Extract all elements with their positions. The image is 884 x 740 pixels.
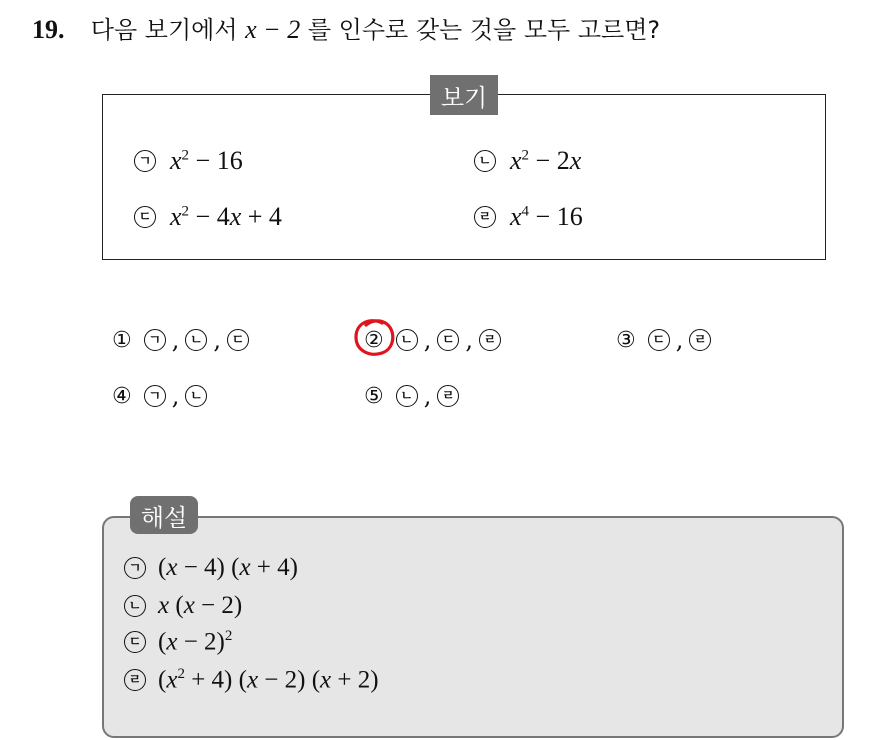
answer-circle-icon xyxy=(352,317,398,359)
mark-circle-icon: ㄱ xyxy=(144,329,166,351)
mark-circle-icon: ㄹ xyxy=(124,669,146,691)
solution-expr: (x − 4) (x + 4) xyxy=(158,554,298,581)
mark-circle-icon: ㄱ xyxy=(144,385,166,407)
question-text-before: 다음 보기에서 xyxy=(90,16,246,44)
mark-circle-icon: ㄱ xyxy=(124,557,146,579)
solution-line-4 xyxy=(124,666,379,694)
mark-circle-icon: ㄴ xyxy=(124,595,146,617)
solution-line-3 xyxy=(124,628,232,656)
mark-circle-icon: ㄷ xyxy=(648,329,670,351)
mark-circle-icon: ㄱ xyxy=(134,150,156,172)
solution-expr: x (x − 2) xyxy=(158,592,243,619)
choice-number: ④ xyxy=(112,383,132,409)
bogi-expr: $x^2 - 4x + 4$ xyxy=(170,202,282,231)
question-text-after: 를 인수로 갖는 것을 모두 고르면? xyxy=(300,16,661,44)
choice-4[interactable]: ④ ㄱ , ㄴ xyxy=(112,382,211,410)
mark-circle-icon: ㄹ xyxy=(479,329,501,351)
question-factor: x − 2 xyxy=(245,15,301,44)
mark-circle-icon: ㄴ xyxy=(185,385,207,407)
bogi-item-3 xyxy=(134,202,282,232)
solution-line-1 xyxy=(124,554,298,582)
question-number: 19. xyxy=(32,15,65,44)
mark-circle-icon: ㄴ xyxy=(474,150,496,172)
mark-circle-icon: ㄹ xyxy=(474,206,496,228)
mark-circle-icon: ㄷ xyxy=(437,329,459,351)
choice-1[interactable]: ① ㄱ , ㄴ , ㄷ xyxy=(112,326,253,354)
choice-number: ① xyxy=(112,327,132,353)
choice-3[interactable]: ③ ㄷ , ㄹ xyxy=(616,326,715,354)
bogi-item-4 xyxy=(474,202,583,232)
bogi-item-1 xyxy=(134,146,243,176)
choice-2[interactable]: ② ㄴ , ㄷ , ㄹ xyxy=(364,326,505,354)
choice-number: ② xyxy=(364,327,384,353)
mark-circle-icon: ㄷ xyxy=(134,206,156,228)
bogi-label: 보기 xyxy=(430,75,498,115)
choice-number: ③ xyxy=(616,327,636,353)
bogi-expr: $x^2 - 2x$ xyxy=(510,146,582,175)
mark-circle-icon: ㄷ xyxy=(124,631,146,653)
bogi-item-2 xyxy=(474,146,581,176)
mark-circle-icon: ㄴ xyxy=(396,329,418,351)
mark-circle-icon: ㄹ xyxy=(689,329,711,351)
bogi-expr: $x^4 - 16$ xyxy=(510,202,583,231)
solution-label: 해설 xyxy=(130,496,198,534)
bogi-expr: $x^2 - 16$ xyxy=(170,146,243,175)
solution-expr: $(x - 2)^2$ xyxy=(158,628,233,656)
solution-box xyxy=(102,516,844,738)
choice-number: ⑤ xyxy=(364,383,384,409)
solution-line-2 xyxy=(124,592,242,620)
bogi-box xyxy=(102,94,826,260)
solution-expr: $(x^2 + 4) (x - 2) (x + 2)$ xyxy=(158,666,379,694)
mark-circle-icon: ㄴ xyxy=(185,329,207,351)
choice-5[interactable]: ⑤ ㄴ , ㄹ xyxy=(364,382,463,410)
mark-circle-icon: ㄷ xyxy=(227,329,249,351)
mark-circle-icon: ㄴ xyxy=(396,385,418,407)
question-header xyxy=(32,10,660,45)
mark-circle-icon: ㄹ xyxy=(437,385,459,407)
